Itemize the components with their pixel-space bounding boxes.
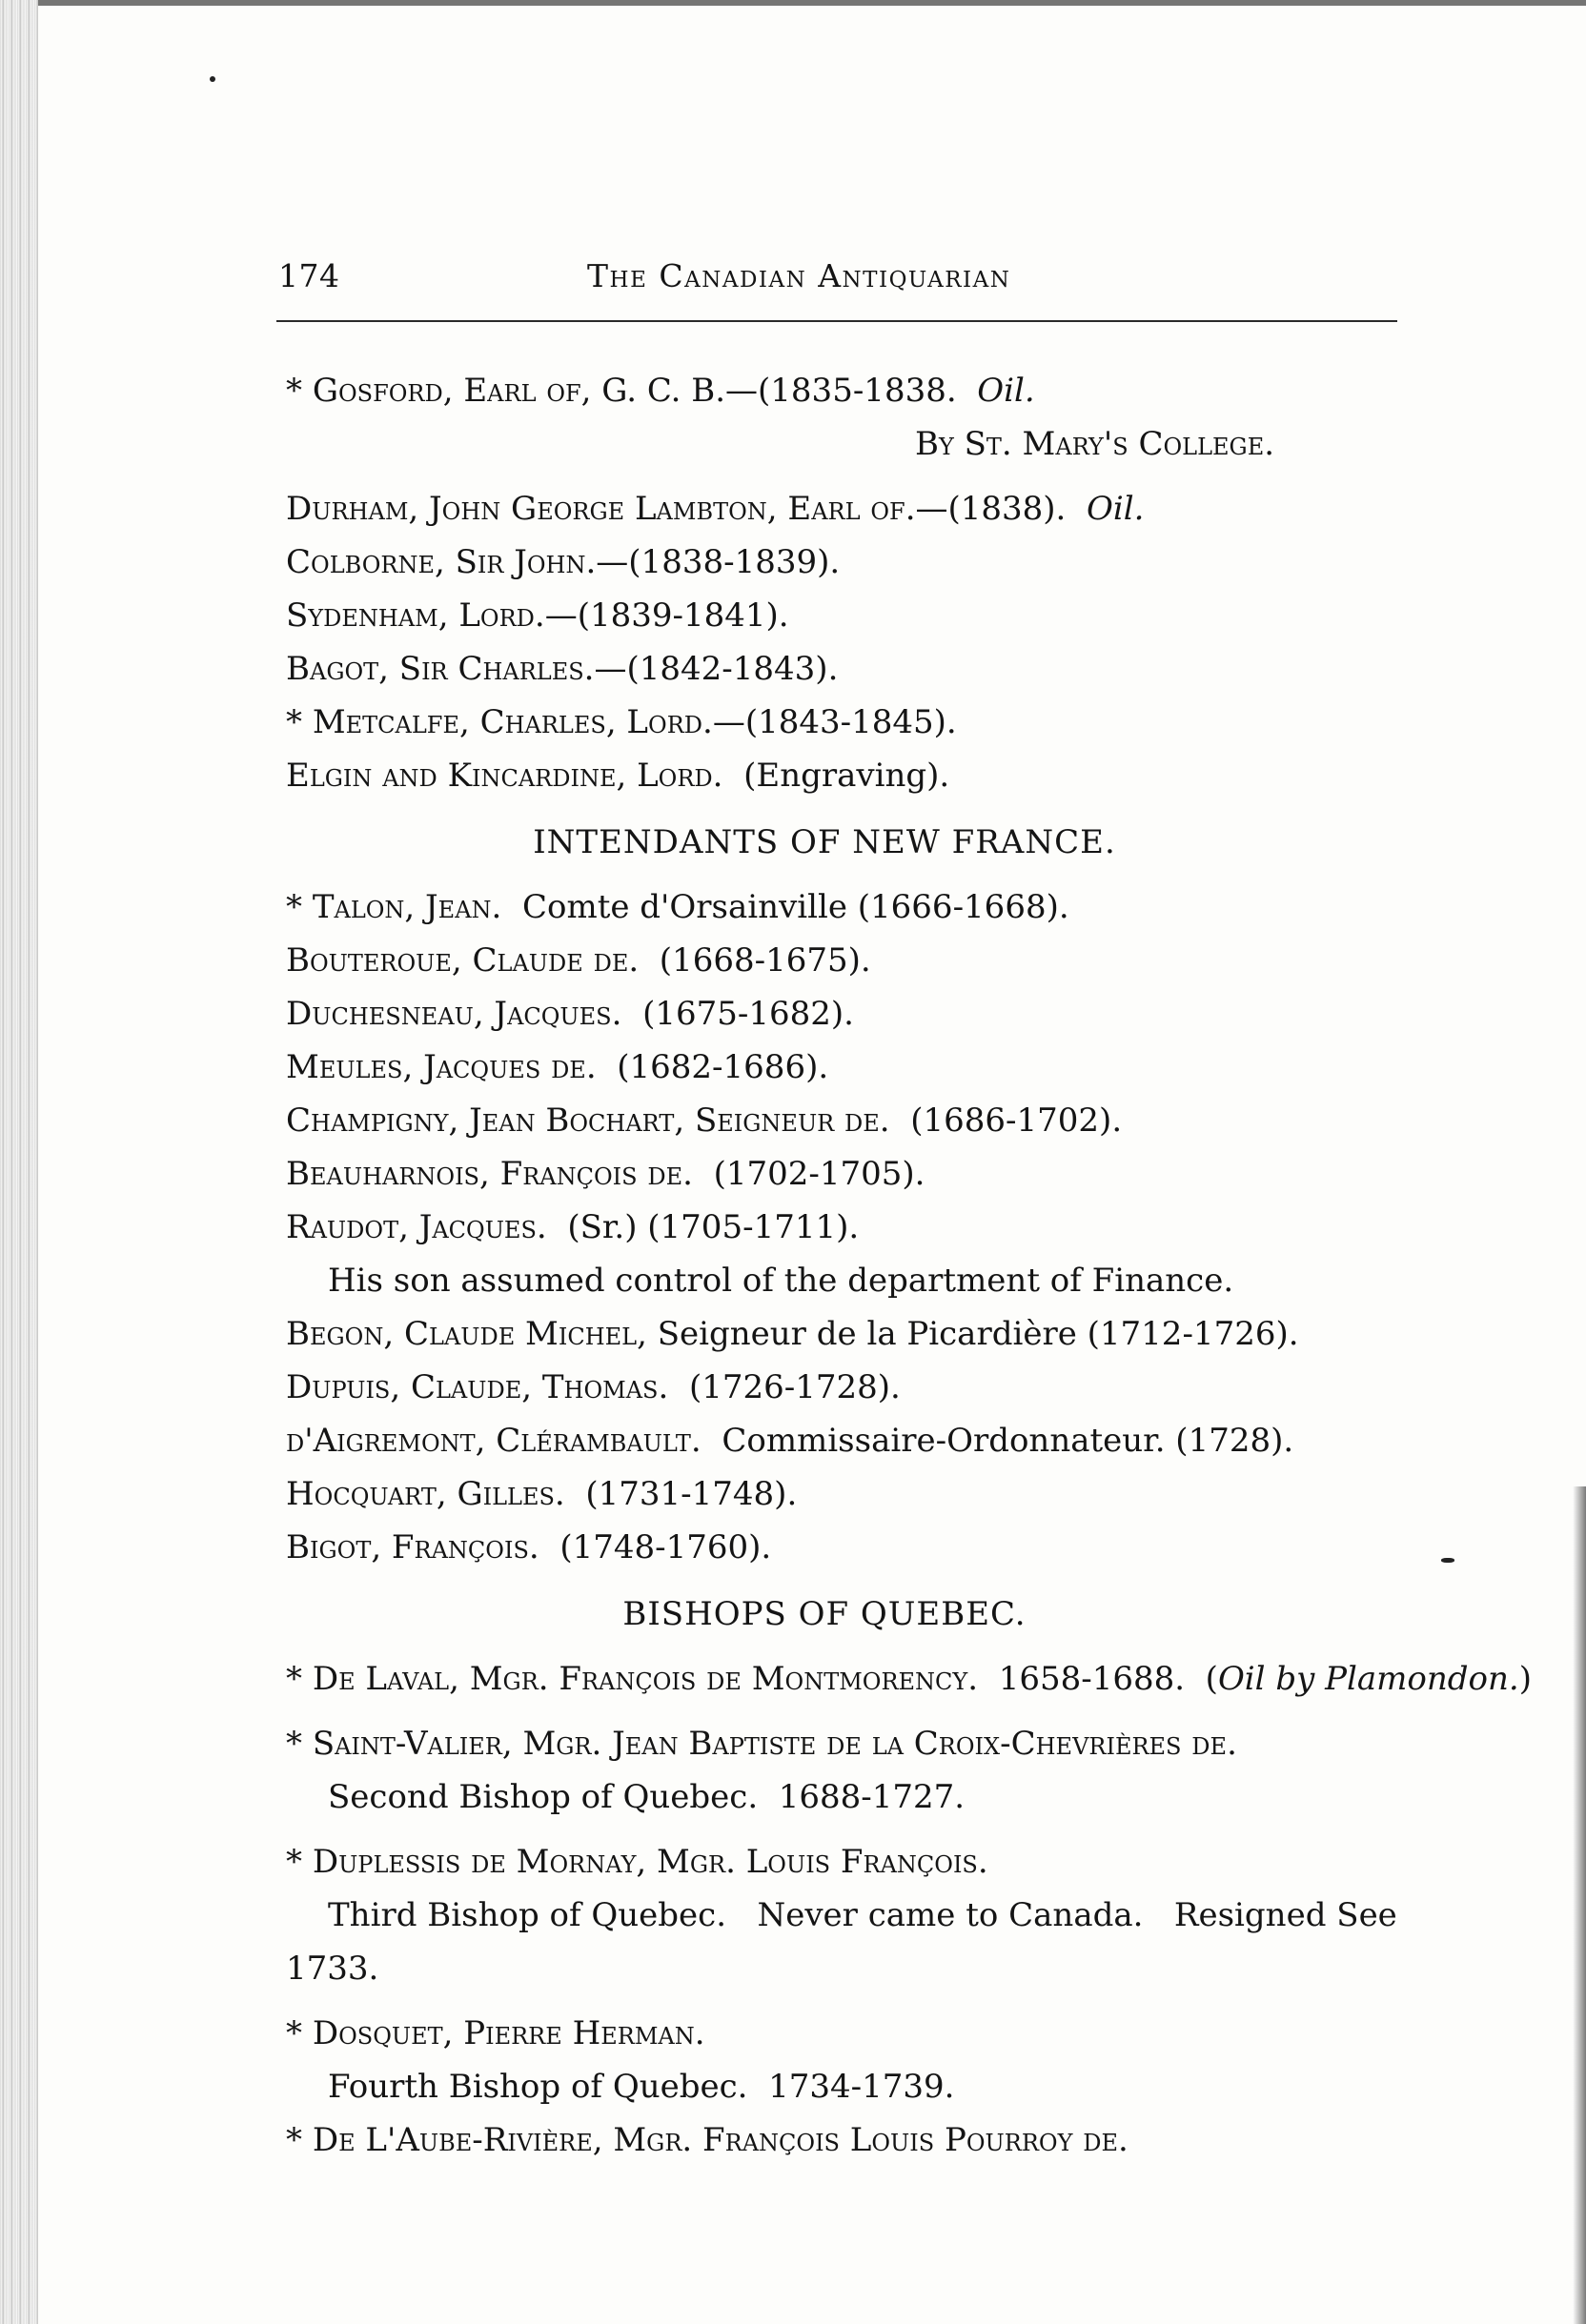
entry-name: Duchesneau, Jacques. (286, 995, 622, 1033)
asterisk-mark: * (286, 888, 302, 926)
page-body (286, 364, 1532, 2167)
entry-detail: (1702-1705). (713, 1155, 925, 1193)
journal-title: The Canadian Antiquarian (587, 257, 1011, 294)
page-number: 174 (278, 257, 340, 294)
governors-list (286, 364, 1430, 802)
list-item (286, 1414, 1430, 1467)
entry-medium: Oil by Plamondon. (1217, 1660, 1519, 1698)
list-item (286, 642, 1430, 696)
entry-name: Dosquet, Pierre Herman. (312, 2014, 705, 2052)
list-item (286, 1361, 1430, 1414)
entry-dates: 1658-1688. (998, 1660, 1186, 1698)
entry-name: Sydenham, Lord. (286, 596, 545, 635)
entry-dates: —(1838). (915, 490, 1067, 528)
list-item-note (286, 1770, 1430, 1824)
entry-note: His son assumed control of the department of Finance. (328, 1262, 1234, 1300)
list-item-note (286, 417, 1430, 471)
entry-note: Never came to Canada. (757, 1896, 1144, 1934)
list-item (286, 1717, 1430, 1770)
entry-name: Talon, Jean. (312, 888, 502, 926)
entry-resigned: Resigned See (1173, 1896, 1397, 1934)
running-header (278, 257, 1393, 305)
list-item (286, 1147, 1430, 1201)
entry-name: Raudot, Jacques. (286, 1208, 547, 1246)
list-item (286, 934, 1430, 987)
list-item (286, 880, 1430, 934)
paren-open: ( (1205, 1660, 1218, 1698)
entry-name: Champigny, Jean Bochart, Seigneur de. (286, 1101, 890, 1140)
ink-speck (1441, 1558, 1454, 1563)
asterisk-mark: * (286, 703, 302, 741)
entry-detail: (1731-1748). (585, 1475, 798, 1513)
list-item (286, 1201, 1430, 1254)
entry-medium: Oil. (1087, 490, 1145, 528)
entry-desc: Fourth Bishop of Quebec. (328, 2068, 748, 2106)
entry-detail: (Sr.) (1705-1711). (567, 1208, 860, 1246)
list-item-note (286, 1942, 1430, 1995)
asterisk-mark: * (286, 2014, 302, 2052)
entry-detail: (1726-1728). (688, 1368, 901, 1406)
entry-dates: —(1842-1843). (594, 650, 839, 688)
paren-close: ) (1518, 1660, 1532, 1698)
entry-detail: (1668-1675). (659, 941, 871, 980)
intendants-list (286, 880, 1430, 1574)
list-item (286, 1652, 1532, 1706)
entry-name: Bigot, François. (286, 1528, 539, 1566)
entry-name: Dupuis, Claude, Thomas. (286, 1368, 669, 1406)
list-item-note (286, 1889, 1430, 1942)
list-item (286, 482, 1430, 536)
section-heading-intendants: INTENDANTS OF NEW FRANCE. (533, 823, 1116, 861)
list-item (286, 2007, 1430, 2060)
list-item (286, 2113, 1430, 2167)
asterisk-mark: * (286, 2121, 302, 2159)
entry-name: Colborne, Sir John. (286, 543, 597, 581)
entry-dates: —(1839-1841). (544, 596, 789, 635)
entry-name: d'Aigremont, Clérambault. (286, 1422, 702, 1460)
entry-name: Gosford, Earl of, G. C. B. (312, 372, 726, 410)
entry-dates: 1688-1727. (778, 1778, 966, 1816)
list-item (286, 1467, 1430, 1521)
list-item (286, 1521, 1430, 1574)
list-item (286, 749, 1430, 802)
entry-name: Bouteroue, Claude de. (286, 941, 640, 980)
ink-speck (210, 76, 215, 82)
entry-detail: (1748-1760). (559, 1528, 772, 1566)
entry-detail: Seigneur de la Picardière (1712-1726). (657, 1315, 1299, 1353)
entry-dates: (Engraving). (743, 757, 950, 795)
entry-dates: —(1835-1838. (725, 372, 957, 410)
list-item-note (286, 2060, 1430, 2113)
scan-binding-edge (0, 0, 38, 2324)
list-item (286, 536, 1430, 589)
entry-dates: —(1843-1845). (712, 703, 957, 741)
scan-right-edge (1573, 1486, 1586, 2324)
entry-name: Bagot, Sir Charles. (286, 650, 595, 688)
header-rule (276, 320, 1397, 322)
list-item (286, 696, 1430, 749)
list-item (286, 1307, 1430, 1361)
entry-medium: Oil. (977, 372, 1035, 410)
entry-detail: (1675-1682). (642, 995, 854, 1033)
entry-detail: (1686-1702). (910, 1101, 1123, 1140)
bishops-list (286, 1652, 1532, 2167)
asterisk-mark: * (286, 1660, 302, 1698)
entry-detail: (1682-1686). (617, 1048, 829, 1086)
list-item (286, 364, 1430, 417)
entry-name: De Laval, Mgr. François de Montmorency. (312, 1660, 979, 1698)
entry-name: Saint-Valier, Mgr. Jean Baptiste de la Croix-Chevrières de. (312, 1725, 1237, 1763)
entry-name: Beauharnois, François de. (286, 1155, 693, 1193)
scan-top-edge (38, 0, 1586, 6)
entry-detail: Comte d'Orsainville (1666-1668). (521, 888, 1069, 926)
section-heading-bishops: BISHOPS OF QUEBEC. (622, 1595, 1027, 1633)
list-item-note (286, 1254, 1430, 1307)
entry-desc: Third Bishop of Quebec. (328, 1896, 727, 1934)
asterisk-mark: * (286, 372, 302, 410)
entry-detail: Commissaire-Ordonnateur. (1728). (722, 1422, 1294, 1460)
entry-note: By St. Mary's College. (915, 425, 1275, 463)
entry-name: Durham, John George Lambton, Earl of. (286, 490, 916, 528)
list-item (286, 1041, 1430, 1094)
entry-name: Begon, Claude Michel, (286, 1315, 647, 1353)
entry-name: Meules, Jacques de. (286, 1048, 597, 1086)
entry-dates: 1734-1739. (768, 2068, 955, 2106)
list-item (286, 1835, 1430, 1889)
entry-year: 1733. (286, 1950, 379, 1988)
entry-name: Metcalfe, Charles, Lord. (312, 703, 713, 741)
list-item (286, 987, 1430, 1041)
list-item (286, 1094, 1430, 1147)
list-item (286, 589, 1430, 642)
entry-name: De L'Aube-Rivière, Mgr. François Louis Pourroy de. (312, 2121, 1128, 2159)
entry-name: Elgin and Kincardine, Lord. (286, 757, 723, 795)
asterisk-mark: * (286, 1843, 302, 1881)
entry-desc: Second Bishop of Quebec. (328, 1778, 759, 1816)
entry-name: Hocquart, Gilles. (286, 1475, 565, 1513)
asterisk-mark: * (286, 1725, 302, 1763)
entry-name: Duplessis de Mornay, Mgr. Louis François. (312, 1843, 988, 1881)
entry-dates: —(1838-1839). (596, 543, 841, 581)
